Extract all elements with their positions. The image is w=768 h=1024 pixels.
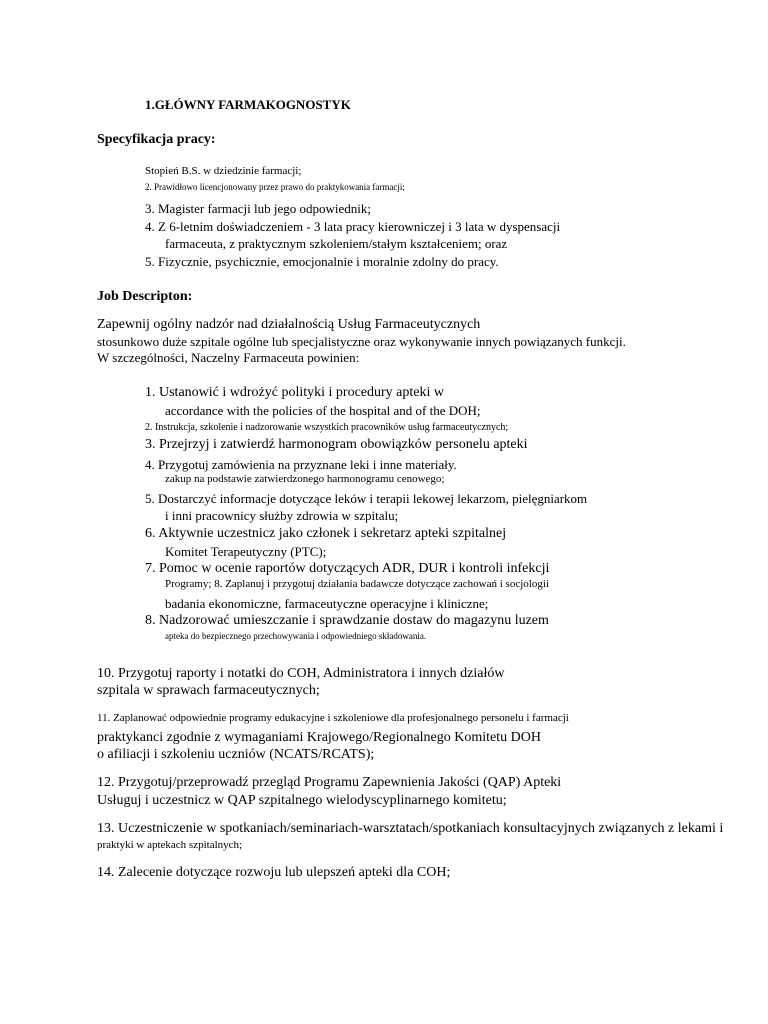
document-title: 1.GŁÓWNY FARMAKOGNOSTYK bbox=[145, 97, 351, 112]
duty-10: 10. Przygotuj raporty i notatki do COH, Administratora i innych działów bbox=[97, 666, 505, 681]
job-heading: Job Descripton: bbox=[97, 289, 193, 304]
job-intro-3: W szczególności, Naczelny Farmaceuta powinien: bbox=[97, 350, 360, 365]
job-intro-2: stosunkowo duże szpitale ogólne lub specjalistyczne oraz wykonywanie innych powiązanych funkcji. bbox=[97, 334, 626, 349]
spec-item-1: Stopień B.S. w dziedzinie farmacji; bbox=[145, 165, 302, 177]
duty-14: 14. Zalecenie dotyczące rozwoju lub ulepszeń apteki dla COH; bbox=[97, 865, 451, 880]
duty-13-cont: praktyki w aptekach szpitalnych; bbox=[97, 839, 243, 851]
spec-item-4-cont: farmaceuta, z praktycznym szkoleniem/stałym kształceniem; oraz bbox=[165, 236, 508, 251]
duty-5: 5. Dostarczyć informacje dotyczące leków i terapii lekowej lekarzom, pielęgniarkom bbox=[145, 491, 588, 506]
duty-7: 7. Pomoc w ocenie raportów dotyczących ADR, DUR i kontroli infekcji bbox=[145, 561, 550, 576]
duty-4: 4. Przygotuj zamówienia na przyznane leki i inne materiały. bbox=[145, 457, 457, 472]
duty-11-cont-1: praktykanci zgodnie z wymaganiami Krajowego/Regionalnego Komitetu DOH bbox=[97, 730, 541, 745]
job-intro-1: Zapewnij ogólny nadzór nad działalnością Usług Farmaceutycznych bbox=[97, 317, 481, 332]
duty-2: 2. Instrukcja, szkolenie i nadzorowanie wszystkich pracowników usług farmaceutycznych; bbox=[145, 422, 509, 433]
duty-11-cont-2: o afiliacji i szkoleniu uczniów (NCATS/RCATS); bbox=[97, 747, 375, 762]
duty-12: 12. Przygotuj/przeprowadź przegląd Programu Zapewnienia Jakości (QAP) Apteki bbox=[97, 775, 562, 790]
duty-3: 3. Przejrzyj i zatwierdź harmonogram obowiązków personelu apteki bbox=[145, 437, 528, 452]
duty-8-research: badania ekonomiczne, farmaceutyczne operacyjne i kliniczne; bbox=[165, 596, 489, 611]
duty-1: 1. Ustanowić i wdrożyć polityki i procedury apteki w bbox=[145, 385, 444, 400]
duty-1-cont: accordance with the policies of the hospital and of the DOH; bbox=[165, 403, 481, 418]
duty-8-cont: apteka do bezpiecznego przechowywania i odpowiedniego składowania. bbox=[165, 631, 427, 641]
duty-12-cont: Usługuj i uczestnicz w QAP szpitalnego wielodyscyplinarnego komitetu; bbox=[97, 793, 507, 808]
duty-7-cont: Programy; 8. Zaplanuj i przygotuj działania badawcze dotyczące zachowań i socjologii bbox=[165, 578, 549, 590]
duty-6-cont: Komitet Terapeutyczny (PTC); bbox=[165, 544, 327, 559]
duty-4-cont: zakup na podstawie zatwierdzonego harmonogramu cenowego; bbox=[165, 473, 445, 485]
spec-item-3: 3. Magister farmacji lub jego odpowiednik; bbox=[145, 201, 372, 216]
duty-8: 8. Nadzorować umieszczanie i sprawdzanie dostaw do magazynu luzem bbox=[145, 613, 549, 628]
duty-10-cont: szpitala w sprawach farmaceutycznych; bbox=[97, 683, 320, 698]
spec-item-5: 5. Fizycznie, psychicznie, emocjonalnie i moralnie zdolny do pracy. bbox=[145, 254, 499, 269]
spec-heading: Specyfikacja pracy: bbox=[97, 132, 216, 147]
duty-6: 6. Aktywnie uczestnicz jako członek i sekretarz apteki szpitalnej bbox=[145, 526, 507, 541]
duty-5-cont: i inni pracownicy służby zdrowia w szpitalu; bbox=[165, 508, 399, 523]
spec-item-2: 2. Prawidłowo licencjonowany przez prawo do praktykowania farmacji; bbox=[145, 182, 405, 192]
spec-item-4: 4. Z 6-letnim doświadczeniem - 3 lata pracy kierowniczej i 3 lata w dyspensacji bbox=[145, 219, 561, 234]
duty-13: 13. Uczestniczenie w spotkaniach/seminariach-warsztatach/spotkaniach konsultacyjnych związanych z lekami i bbox=[97, 822, 724, 836]
duty-11: 11. Zaplanować odpowiednie programy edukacyjne i szkoleniowe dla profesjonalnego personelu i farmacji bbox=[97, 712, 569, 724]
